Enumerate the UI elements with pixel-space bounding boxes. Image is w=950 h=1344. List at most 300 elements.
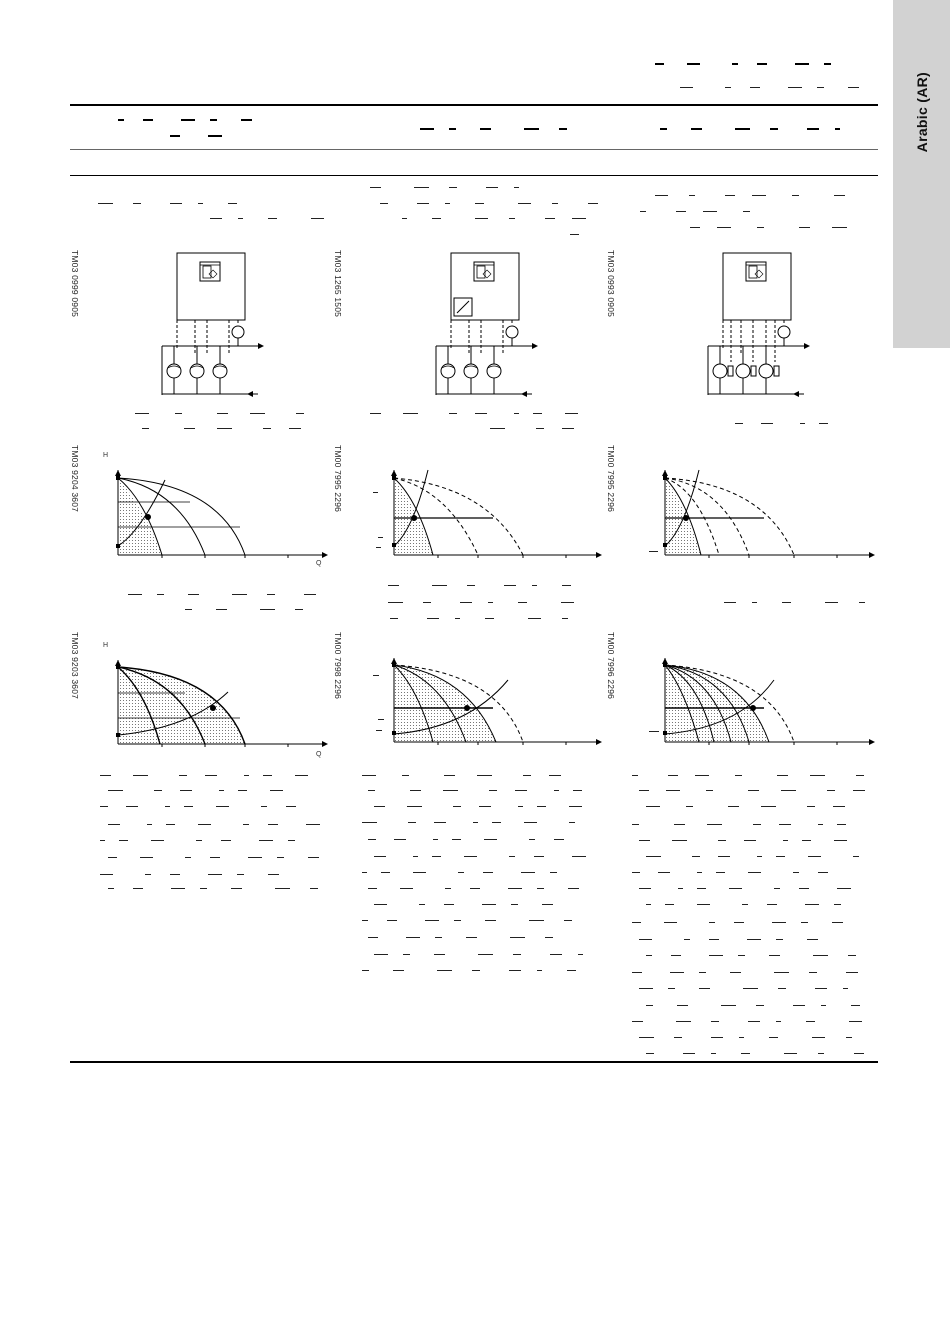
- text-mark: [370, 187, 381, 188]
- text-mark: [200, 888, 207, 889]
- text-mark: [697, 904, 710, 905]
- text-mark: [268, 218, 277, 219]
- text-mark: [687, 63, 700, 65]
- text-mark: [368, 937, 378, 938]
- text-mark: [819, 423, 828, 424]
- text-mark: [304, 594, 316, 595]
- text-mark: [376, 547, 381, 548]
- text-mark: [757, 856, 762, 857]
- text-mark: [455, 618, 460, 619]
- text-mark: [772, 922, 786, 923]
- text-mark: [388, 585, 399, 586]
- text-mark: [108, 857, 117, 858]
- text-mark: [824, 63, 831, 65]
- text-mark: [515, 790, 527, 791]
- text-mark: [843, 988, 848, 989]
- text-mark: [748, 790, 759, 791]
- text-mark: [676, 1021, 691, 1022]
- text-mark: [799, 227, 810, 228]
- text-mark: [536, 428, 544, 429]
- text-mark: [567, 970, 576, 971]
- text-mark: [716, 872, 725, 873]
- text-mark: [373, 675, 379, 676]
- text-mark: [735, 128, 750, 130]
- text-mark: [769, 955, 780, 956]
- text-mark: [735, 775, 742, 776]
- text-mark: [646, 856, 661, 857]
- text-mark: [473, 822, 478, 823]
- text-mark: [184, 806, 193, 807]
- text-mark: [368, 839, 376, 840]
- figure-code-c3-r2: TM00 7995 2296: [606, 445, 616, 513]
- language-tab-label-wrap: [897, 36, 947, 336]
- text-mark: [231, 888, 242, 889]
- text-mark: [370, 413, 381, 414]
- text-mark: [835, 128, 840, 130]
- text-mark: [801, 922, 808, 923]
- text-mark: [237, 874, 244, 875]
- text-mark: [244, 775, 249, 776]
- text-mark: [837, 824, 846, 825]
- pump-curve-chart-r2-c1: [110, 470, 330, 565]
- text-mark: [848, 955, 856, 956]
- text-mark: [460, 602, 472, 603]
- text-mark: [562, 618, 568, 619]
- text-mark: [534, 856, 544, 857]
- text-mark: [108, 790, 123, 791]
- text-mark: [210, 857, 220, 858]
- schematic-diagram-1: [150, 250, 270, 400]
- text-mark: [296, 413, 304, 414]
- text-mark: [477, 775, 492, 776]
- text-mark: [734, 922, 744, 923]
- text-mark: [432, 218, 441, 219]
- text-mark: [761, 423, 773, 424]
- text-mark: [181, 119, 195, 121]
- text-mark: [632, 922, 641, 923]
- text-mark: [810, 775, 825, 776]
- text-mark: [568, 888, 579, 889]
- text-mark: [198, 203, 203, 204]
- text-mark: [825, 602, 838, 603]
- text-mark: [709, 955, 723, 956]
- text-mark: [175, 413, 182, 414]
- schematic-diagram-3: [696, 250, 816, 400]
- text-mark: [743, 211, 750, 212]
- text-mark: [518, 203, 531, 204]
- text-mark: [632, 972, 642, 973]
- text-mark: [232, 594, 247, 595]
- text-mark: [812, 1037, 825, 1038]
- text-mark: [542, 904, 553, 905]
- text-mark: [856, 775, 864, 776]
- text-mark: [680, 87, 693, 88]
- text-mark: [288, 840, 295, 841]
- header-rule-bottom: [70, 175, 878, 176]
- text-mark: [815, 988, 827, 989]
- text-mark: [646, 904, 651, 905]
- text-mark: [537, 970, 542, 971]
- text-mark: [818, 872, 828, 873]
- text-mark: [572, 856, 586, 857]
- text-mark: [277, 857, 284, 858]
- text-mark: [784, 1053, 797, 1054]
- text-mark: [208, 135, 222, 137]
- text-mark: [697, 872, 702, 873]
- text-mark: [157, 594, 164, 595]
- figure-code-c3-r3: TM00 7996 2296: [606, 632, 616, 700]
- text-mark: [374, 954, 388, 955]
- text-mark: [818, 1053, 824, 1054]
- text-mark: [427, 618, 439, 619]
- text-mark: [154, 790, 162, 791]
- text-mark: [639, 1037, 654, 1038]
- text-mark: [196, 840, 202, 841]
- text-mark: [475, 413, 487, 414]
- text-mark: [165, 806, 170, 807]
- text-mark: [179, 775, 187, 776]
- text-mark: [686, 806, 693, 807]
- text-mark: [799, 888, 809, 889]
- figure-code-c2-r1: TM03 1265 1505: [333, 250, 343, 318]
- text-mark: [419, 904, 425, 905]
- text-mark: [550, 872, 557, 873]
- text-mark: [537, 806, 546, 807]
- text-mark: [639, 988, 653, 989]
- text-mark: [725, 87, 731, 88]
- text-mark: [509, 856, 515, 857]
- text-mark: [834, 195, 845, 196]
- text-mark: [664, 922, 677, 923]
- text-mark: [646, 1005, 653, 1006]
- text-mark: [504, 585, 516, 586]
- axis-q-label-1: Q: [316, 560, 322, 567]
- text-mark: [171, 888, 185, 889]
- text-mark: [518, 602, 527, 603]
- text-mark: [707, 824, 722, 825]
- text-mark: [788, 87, 802, 88]
- text-mark: [552, 203, 558, 204]
- text-mark: [362, 970, 369, 971]
- text-mark: [275, 888, 290, 889]
- text-mark: [142, 428, 149, 429]
- text-mark: [711, 1021, 719, 1022]
- text-mark: [147, 824, 152, 825]
- text-mark: [444, 904, 454, 905]
- language-tab-label: Arabic (AR): [914, 72, 930, 153]
- text-mark: [449, 413, 457, 414]
- text-mark: [524, 128, 539, 130]
- text-mark: [470, 888, 480, 889]
- text-mark: [776, 1021, 781, 1022]
- text-mark: [793, 1005, 805, 1006]
- text-mark: [449, 187, 457, 188]
- text-mark: [394, 839, 406, 840]
- text-mark: [744, 840, 756, 841]
- text-mark: [221, 840, 231, 841]
- text-mark: [578, 954, 583, 955]
- text-mark: [690, 227, 700, 228]
- text-mark: [100, 806, 108, 807]
- text-mark: [747, 939, 761, 940]
- text-mark: [362, 822, 377, 823]
- text-mark: [185, 857, 191, 858]
- text-mark: [241, 119, 252, 121]
- text-mark: [832, 922, 843, 923]
- text-mark: [837, 888, 851, 889]
- figure-code-c1-r2: TM03 9204 3607: [70, 445, 80, 513]
- text-mark: [420, 128, 434, 130]
- text-mark: [834, 904, 841, 905]
- text-mark: [697, 888, 706, 889]
- text-mark: [243, 824, 249, 825]
- text-mark: [646, 955, 652, 956]
- text-mark: [403, 413, 418, 414]
- text-mark: [248, 857, 262, 858]
- pump-curve-chart-r3-c3: [659, 658, 879, 753]
- text-mark: [449, 128, 456, 130]
- text-mark: [119, 840, 128, 841]
- text-mark: [728, 806, 739, 807]
- text-mark: [388, 602, 403, 603]
- text-mark: [170, 874, 180, 875]
- text-mark: [362, 920, 368, 921]
- text-mark: [533, 413, 542, 414]
- text-mark: [490, 428, 505, 429]
- text-mark: [270, 790, 283, 791]
- header-rule-top: [70, 104, 878, 106]
- figure-code-c2-r3: TM00 7998 2296: [333, 632, 343, 700]
- text-mark: [380, 203, 388, 204]
- text-mark: [717, 227, 731, 228]
- text-mark: [569, 822, 575, 823]
- text-mark: [550, 954, 562, 955]
- text-mark: [632, 1021, 643, 1022]
- text-mark: [390, 618, 398, 619]
- text-mark: [649, 551, 658, 552]
- text-mark: [513, 954, 521, 955]
- text-mark: [721, 1005, 736, 1006]
- text-mark: [238, 218, 243, 219]
- text-mark: [376, 730, 382, 731]
- text-mark: [792, 195, 799, 196]
- text-mark: [718, 856, 730, 857]
- text-mark: [217, 428, 232, 429]
- text-mark: [632, 775, 638, 776]
- text-mark: [853, 856, 859, 857]
- text-mark: [295, 775, 308, 776]
- text-mark: [666, 790, 680, 791]
- text-mark: [529, 920, 544, 921]
- text-mark: [454, 920, 461, 921]
- text-mark: [742, 904, 748, 905]
- text-mark: [210, 218, 222, 219]
- text-mark: [783, 840, 788, 841]
- text-mark: [425, 920, 439, 921]
- text-mark: [166, 824, 175, 825]
- text-mark: [668, 775, 678, 776]
- text-mark: [406, 937, 420, 938]
- pump-curve-chart-r3-c2: [388, 658, 608, 753]
- text-mark: [475, 203, 484, 204]
- text-mark: [216, 806, 229, 807]
- pump-curve-chart-r2-c2: [388, 470, 608, 565]
- text-mark: [151, 840, 164, 841]
- text-mark: [508, 888, 522, 889]
- text-mark: [368, 790, 375, 791]
- text-mark: [217, 413, 228, 414]
- figure-code-c2-r2: TM00 7995 2296: [333, 445, 343, 513]
- text-mark: [228, 203, 237, 204]
- text-mark: [813, 955, 828, 956]
- text-mark: [374, 904, 387, 905]
- text-mark: [261, 806, 267, 807]
- text-mark: [807, 806, 815, 807]
- text-mark: [655, 195, 668, 196]
- text-mark: [729, 888, 742, 889]
- text-mark: [562, 428, 574, 429]
- text-mark: [848, 87, 859, 88]
- text-mark: [730, 972, 741, 973]
- text-mark: [133, 888, 143, 889]
- text-mark: [180, 790, 192, 791]
- text-mark: [373, 492, 378, 493]
- text-mark: [435, 937, 442, 938]
- text-mark: [752, 602, 757, 603]
- text-mark: [834, 840, 847, 841]
- text-mark: [757, 227, 764, 228]
- text-mark: [484, 839, 497, 840]
- text-mark: [778, 988, 786, 989]
- text-mark: [559, 128, 567, 130]
- text-mark: [808, 856, 821, 857]
- text-mark: [413, 872, 426, 873]
- text-mark: [782, 602, 791, 603]
- text-mark: [362, 775, 376, 776]
- text-mark: [832, 227, 847, 228]
- text-mark: [400, 888, 413, 889]
- text-mark: [208, 874, 222, 875]
- text-mark: [549, 775, 561, 776]
- text-mark: [706, 790, 713, 791]
- text-mark: [692, 856, 700, 857]
- text-mark: [368, 888, 377, 889]
- text-mark: [374, 856, 386, 857]
- text-mark: [554, 839, 564, 840]
- text-mark: [445, 888, 451, 889]
- text-mark: [510, 937, 525, 938]
- text-mark: [402, 775, 409, 776]
- text-mark: [739, 1037, 744, 1038]
- text-mark: [677, 1005, 688, 1006]
- text-mark: [761, 806, 776, 807]
- text-mark: [198, 824, 211, 825]
- text-mark: [672, 840, 687, 841]
- text-mark: [767, 904, 777, 905]
- text-mark: [665, 904, 674, 905]
- text-mark: [817, 87, 824, 88]
- text-mark: [268, 874, 279, 875]
- text-mark: [475, 218, 488, 219]
- text-mark: [699, 988, 710, 989]
- text-mark: [489, 790, 497, 791]
- text-mark: [263, 775, 272, 776]
- text-mark: [807, 128, 819, 130]
- text-mark: [795, 63, 809, 65]
- text-mark: [108, 888, 114, 889]
- text-mark: [523, 775, 531, 776]
- text-mark: [689, 195, 695, 196]
- text-mark: [793, 872, 799, 873]
- text-mark: [532, 585, 537, 586]
- footer-rule: [70, 1061, 878, 1063]
- text-mark: [402, 218, 407, 219]
- text-mark: [805, 904, 819, 905]
- text-mark: [452, 839, 461, 840]
- text-mark: [818, 824, 823, 825]
- text-mark: [410, 790, 421, 791]
- text-mark: [800, 423, 805, 424]
- text-mark: [437, 970, 452, 971]
- text-mark: [748, 1021, 760, 1022]
- text-mark: [554, 790, 559, 791]
- text-mark: [185, 609, 192, 610]
- text-mark: [362, 872, 367, 873]
- text-mark: [709, 939, 719, 940]
- text-mark: [133, 203, 141, 204]
- text-mark: [486, 187, 498, 188]
- text-mark: [670, 972, 684, 973]
- text-mark: [140, 857, 153, 858]
- text-mark: [188, 594, 199, 595]
- text-mark: [434, 822, 446, 823]
- figure-code-c3-r1: TM03 0993 0905: [606, 250, 616, 318]
- text-mark: [310, 888, 318, 889]
- text-mark: [408, 822, 416, 823]
- text-mark: [738, 955, 745, 956]
- pump-curve-chart-r2-c3: [659, 470, 879, 565]
- text-mark: [514, 187, 519, 188]
- header-rule-mid: [70, 149, 878, 150]
- text-mark: [374, 806, 385, 807]
- text-mark: [639, 840, 650, 841]
- text-mark: [573, 790, 582, 791]
- text-mark: [434, 954, 445, 955]
- pump-curve-chart-r3-c1: [110, 660, 330, 755]
- text-mark: [267, 594, 275, 595]
- text-mark: [632, 872, 640, 873]
- text-mark: [741, 1053, 750, 1054]
- text-mark: [674, 824, 685, 825]
- text-mark: [537, 888, 544, 889]
- text-mark: [806, 1021, 815, 1022]
- text-mark: [433, 839, 438, 840]
- text-mark: [108, 824, 120, 825]
- text-mark: [518, 806, 523, 807]
- text-mark: [859, 602, 865, 603]
- text-mark: [572, 218, 586, 219]
- text-mark: [770, 128, 778, 130]
- text-mark: [774, 888, 780, 889]
- axis-h-label-2: H: [103, 642, 109, 649]
- text-mark: [699, 972, 706, 973]
- text-mark: [777, 775, 788, 776]
- text-mark: [381, 872, 390, 873]
- text-mark: [776, 939, 783, 940]
- text-mark: [432, 856, 441, 857]
- text-mark: [711, 1037, 723, 1038]
- text-mark: [809, 972, 817, 973]
